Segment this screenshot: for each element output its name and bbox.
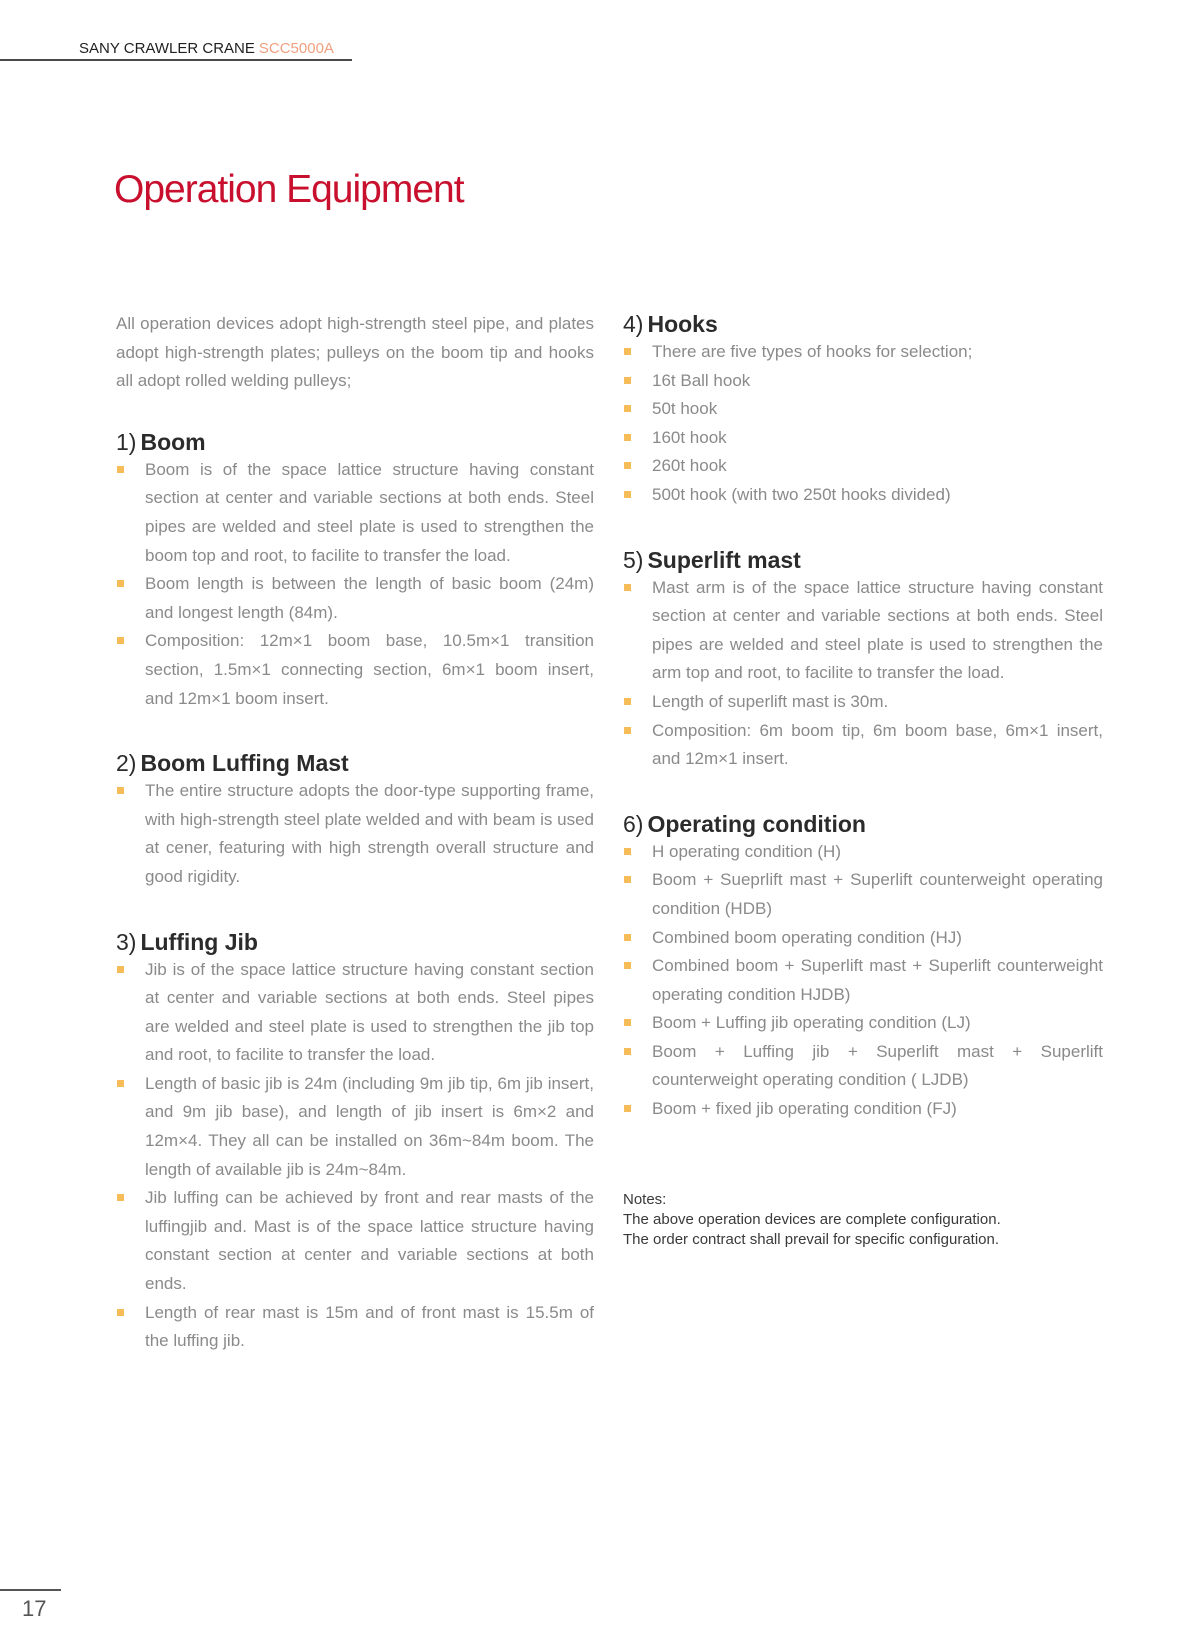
square-bullet-icon (624, 848, 631, 855)
list-item (116, 1299, 594, 1356)
section-heading (623, 810, 1103, 838)
list-item-text: Combined boom operating condition (HJ) (652, 927, 962, 947)
list-item-text: Length of basic jib is 24m (including 9m jib tip, 6m jib insert, and 9m jib base), and length of jib insert is 6m×2 and 12m×4. They all can be installed on 36m~84m boom. The length of available jib is 24m~84m. (145, 1073, 594, 1179)
header-brand: SANY CRAWLER CRANE (79, 40, 255, 57)
notes-line: The above operation devices are complete configuration. (623, 1210, 1001, 1228)
square-bullet-icon (624, 962, 631, 969)
section-heading (116, 428, 594, 456)
list-item (623, 574, 1103, 688)
list-item (116, 627, 594, 713)
list-item (623, 838, 1103, 867)
list-item (116, 570, 594, 627)
list-item-text: Boom length is between the length of basic boom (24m) and longest length (84m). (145, 574, 594, 622)
list-item-text: Boom + Sueprlift mast + Superlift counterweight operating condition (HDB) (652, 870, 1103, 918)
list-item-text: 260t hook (652, 456, 727, 476)
left-column (116, 310, 594, 1392)
section-title: Hooks (647, 311, 718, 337)
list-item-text: There are five types of hooks for selection; (652, 342, 973, 361)
list-item (623, 338, 1103, 367)
section-heading (623, 546, 1103, 574)
bullet-list (623, 338, 1103, 510)
square-bullet-icon (117, 966, 124, 973)
list-item (116, 956, 594, 1070)
square-bullet-icon (117, 580, 124, 587)
section-number: 5) (623, 546, 644, 573)
page-title: Operation Equipment (114, 168, 464, 211)
square-bullet-icon (624, 377, 631, 384)
list-item-text: Jib luffing can be achieved by front and rear masts of the luffingjib and. Mast is of the space lattice structure having constant section at center and variable sections at both ends. (145, 1188, 594, 1294)
list-item (623, 395, 1103, 424)
section-heading (623, 310, 1103, 338)
list-item (623, 952, 1103, 1009)
list-item-text: 160t hook (652, 427, 727, 447)
list-item (623, 367, 1103, 396)
list-item-text: The entire structure adopts the door-type supporting frame, with high-strength steel plate welded and with beam is used at cener, featuring with high strength overall structure and good rigidity. (145, 781, 594, 886)
list-item (623, 717, 1103, 774)
section-title: Superlift mast (647, 546, 801, 573)
section-title: Boom (140, 428, 206, 455)
square-bullet-icon (117, 1194, 124, 1201)
list-item (623, 1095, 1103, 1124)
section-luffing-jib (116, 928, 594, 1356)
section-number: 3) (116, 928, 137, 955)
header-model: SCC5000A (258, 40, 334, 57)
bullet-list (116, 956, 594, 1356)
list-item-text: Length of superlift mast is 30m. (652, 691, 889, 711)
list-item (116, 456, 594, 570)
section-number: 1) (116, 428, 137, 455)
square-bullet-icon (624, 584, 631, 591)
section-number: 6) (623, 810, 644, 837)
section-hooks (623, 310, 1103, 510)
list-item (623, 688, 1103, 717)
list-item (623, 924, 1103, 953)
square-bullet-icon (117, 1309, 124, 1316)
list-item-text: Boom is of the space lattice structure having constant section at center and variable sections at both ends. Steel pipes are welded and steel plate is used to strengthen the boom top and root, to facilite to transfer the load. (145, 459, 594, 565)
list-item-text: H operating condition (H) (652, 841, 841, 861)
list-item (623, 481, 1103, 510)
list-item-text: 500t hook (with two 250t hooks divided) (652, 484, 951, 504)
list-item (623, 1038, 1103, 1095)
square-bullet-icon (117, 1080, 124, 1087)
list-item-text: Boom + Luffing jib + Superlift mast + Superlift counterweight operating condition ( LJDB) (652, 1041, 1103, 1090)
square-bullet-icon (624, 698, 631, 705)
list-item-text: Mast arm is of the space lattice structure having constant section at center and variable sections at both ends. Steel pipes are welded and steel plate is used to strengthen the arm top and root, to facilite to transfer the load. (652, 577, 1103, 683)
list-item-text: Jib is of the space lattice structure having constant section at center and variable sections at both ends. Steel pipes are welded and steel plate is used to strengthen the jib top and root, to facilite to transfer the load. (145, 959, 594, 1065)
square-bullet-icon (624, 348, 631, 355)
section-title: Operating condition (647, 810, 866, 837)
section-number: 4) (623, 311, 644, 337)
square-bullet-icon (624, 727, 631, 734)
section-number: 2) (116, 750, 137, 777)
list-item (623, 424, 1103, 453)
section-heading (116, 928, 594, 956)
list-item (116, 1184, 594, 1298)
list-item-text: Composition: 6m boom tip, 6m boom base, 6m×1 insert, and 12m×1 insert. (652, 720, 1103, 769)
square-bullet-icon (624, 1105, 631, 1112)
square-bullet-icon (117, 787, 124, 794)
square-bullet-icon (624, 876, 631, 883)
bullet-list (116, 777, 594, 891)
list-item (116, 1070, 594, 1184)
section-title: Boom Luffing Mast (140, 750, 349, 777)
section-title: Luffing Jib (140, 928, 258, 955)
list-item-text: 16t Ball hook (652, 370, 751, 390)
right-column (623, 310, 1103, 1250)
section-boom-luffing-mast (116, 749, 594, 891)
square-bullet-icon (624, 434, 631, 441)
section-superlift-mast (623, 546, 1103, 774)
section-operating-condition (623, 810, 1103, 1124)
footer-rule (0, 1589, 61, 1591)
notes-line: The order contract shall prevail for specific configuration. (623, 1230, 1000, 1248)
list-item (116, 777, 594, 891)
header-rule (0, 59, 352, 61)
section-boom (116, 428, 594, 713)
bullet-list (623, 838, 1103, 1124)
square-bullet-icon (624, 491, 631, 498)
list-item-text: Boom + fixed jib operating condition (FJ) (652, 1099, 957, 1119)
page-number: 17 (22, 1596, 47, 1621)
bullet-list (623, 574, 1103, 774)
list-item-text: Composition: 12m×1 boom base, 10.5m×1 transition section, 1.5m×1 connecting section, 6m×1 boom insert, and 12m×1 boom insert. (145, 631, 594, 708)
intro-paragraph: All operation devices adopt high-strength steel pipe, and plates adopt high-strength plates; pulleys on the boom tip and hooks all adopt rolled welding pulleys; (116, 314, 594, 391)
square-bullet-icon (624, 405, 631, 412)
page-header (79, 40, 334, 57)
square-bullet-icon (624, 462, 631, 469)
list-item (623, 1009, 1103, 1038)
notes (623, 1190, 1103, 1250)
square-bullet-icon (624, 934, 631, 941)
list-item (623, 452, 1103, 481)
square-bullet-icon (117, 466, 124, 473)
section-heading (116, 749, 594, 777)
square-bullet-icon (624, 1019, 631, 1026)
bullet-list (116, 456, 594, 713)
list-item-text: Length of rear mast is 15m and of front mast is 15.5m of the luffing jib. (145, 1302, 594, 1351)
square-bullet-icon (117, 637, 124, 644)
list-item-text: 50t hook (652, 399, 718, 419)
list-item (623, 866, 1103, 923)
notes-label: Notes: (623, 1190, 667, 1208)
list-item-text: Combined boom + Superlift mast + Superlift counterweight operating condition HJDB) (652, 956, 1103, 1004)
list-item-text: Boom + Luffing jib operating condition (LJ) (652, 1013, 971, 1033)
square-bullet-icon (624, 1048, 631, 1055)
